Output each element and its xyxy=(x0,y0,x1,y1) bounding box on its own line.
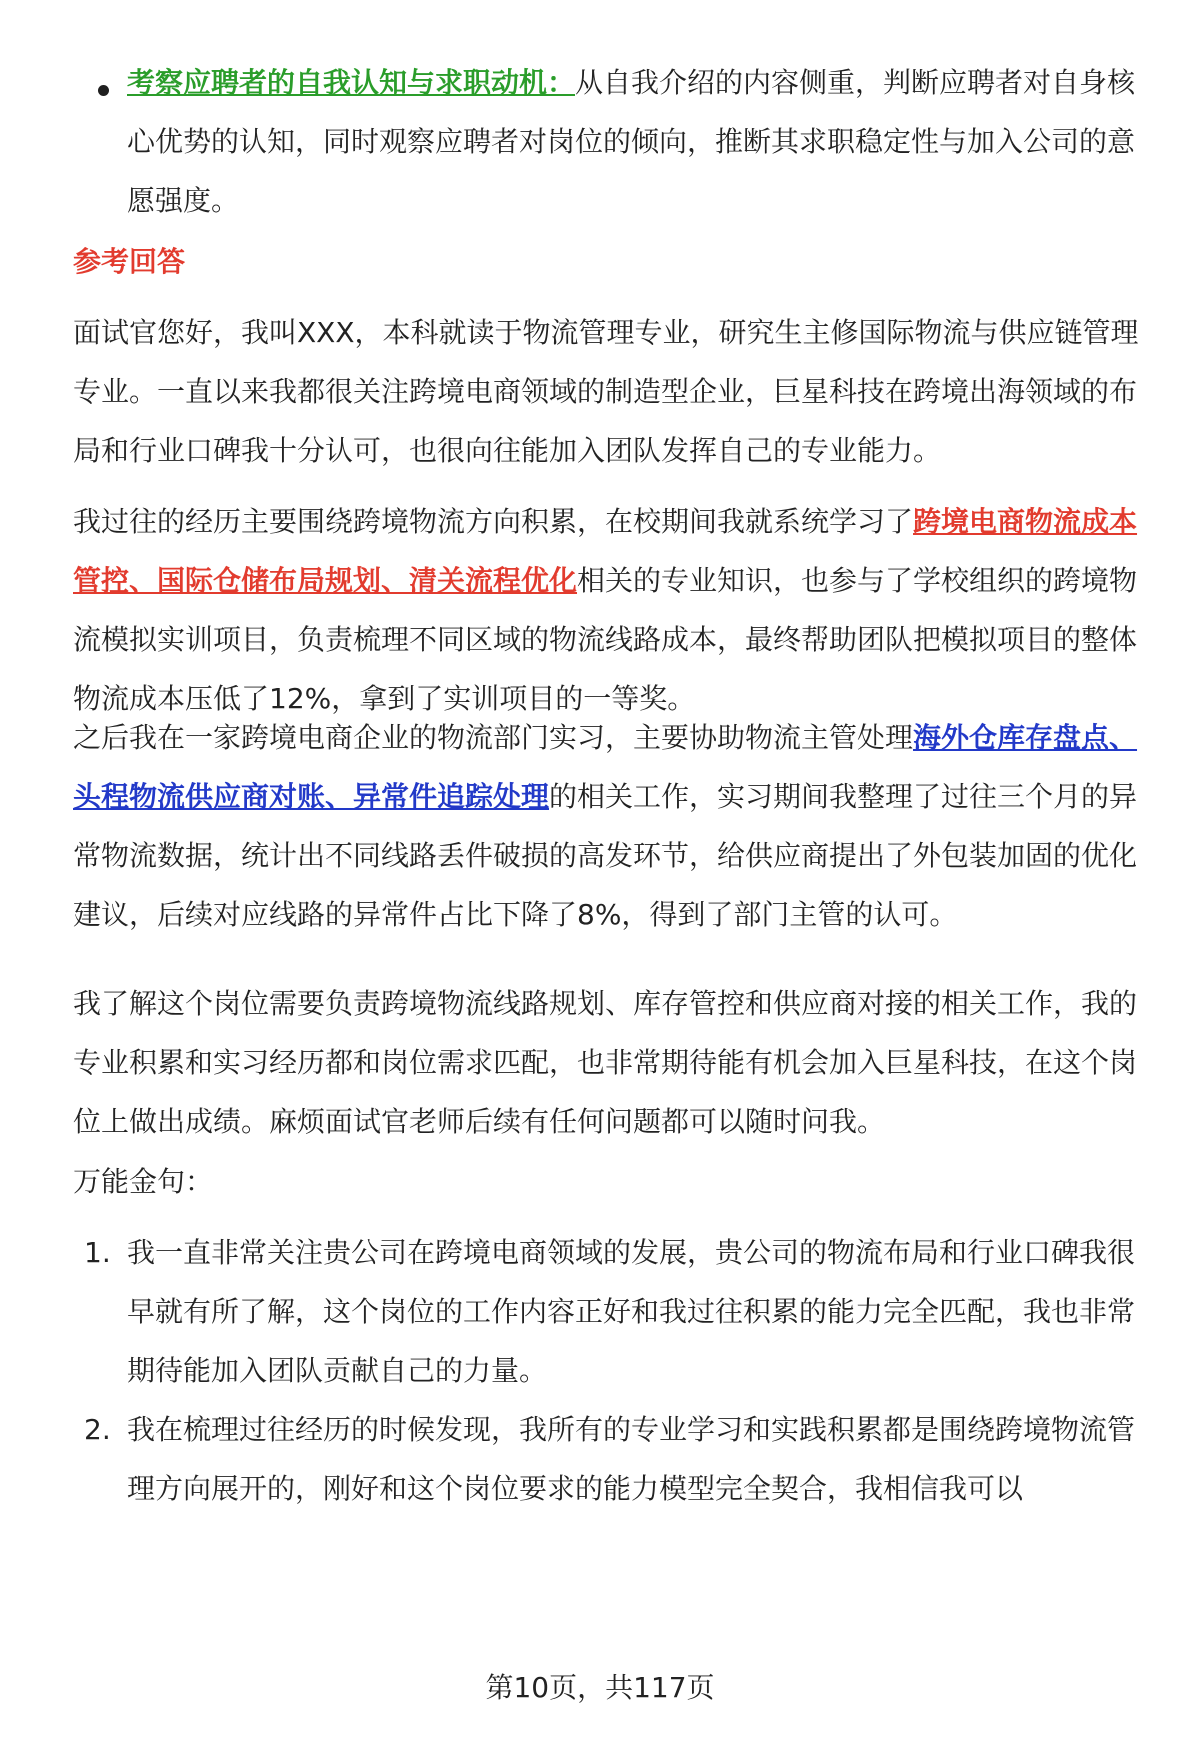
golden-item-number: 2. xyxy=(84,1413,111,1446)
bullet-item xyxy=(127,53,1147,230)
paragraph-school-before: 我过往的经历主要围绕跨境物流方向积累，在校期间我就系统学习了 xyxy=(73,505,914,538)
bullet-text: 从自我介绍的内容侧重，判断应聘者对自身核心优势的认知，同时观察应聘者对岗位的倾向，推断其求职稳定性与加入公司的意愿强度。 xyxy=(127,66,1136,217)
paragraph-school-highlight: 跨境电商物流成本管控、国际仓储布局规划、清关流程优化 xyxy=(73,505,1138,597)
paragraph-school-after: 相关的专业知识，也参与了学校组织的跨境物流模拟实训项目，负责梳理不同区域的物流线路成本，最终帮助团队把模拟项目的整体物流成本压低了12%，拿到了实训项目的一等奖。 xyxy=(73,564,1138,715)
paragraph-internship xyxy=(73,708,1153,944)
paragraph-internship-highlight: 海外仓库存盘点、头程物流供应商对账、异常件追踪处理 xyxy=(73,721,1138,813)
bullet-label: 考察应聘者的自我认知与求职动机： xyxy=(127,66,576,99)
bullet-dot xyxy=(98,85,109,96)
section-heading: 参考回答 xyxy=(73,245,186,278)
golden-item: 我一直非常关注贵公司在跨境电商领域的发展，贵公司的物流布局和行业口碑我很早就有所了解，这个岗位的工作内容正好和我过往积累的能力完全匹配，我也非常期待能加入团队贡献自己的力量。 xyxy=(127,1236,1136,1387)
paragraph-intro: 面试官您好，我叫XXX，本科就读于物流管理专业，研究生主修国际物流与供应链管理专业。一直以来我都很关注跨境电商领域的制造型企业，巨星科技在跨境出海领域的布局和行业口碑我十分认可，也很向往能加入团队发挥自己的专业能力。 xyxy=(73,316,1139,467)
paragraph-closing: 我了解这个岗位需要负责跨境物流线路规划、库存管控和供应商对接的相关工作，我的专业积累和实习经历都和岗位需求匹配，也非常期待能有机会加入巨星科技，在这个岗位上做出成绩。麻烦面试官老师后续有任何问题都可以随时问我。 xyxy=(73,987,1138,1138)
golden-item: 我在梳理过往经历的时候发现，我所有的专业学习和实践积累都是围绕跨境物流管理方向展开的，刚好和这个岗位要求的能力模型完全契合，我相信我可以 xyxy=(127,1413,1136,1505)
golden-heading: 万能金句： xyxy=(73,1165,214,1198)
paragraph-internship-after: 的相关工作，实习期间我整理了过往三个月的异常物流数据，统计出不同线路丢件破损的高发环节，给供应商提出了外包装加固的优化建议，后续对应线路的异常件占比下降了8%，得到了部门主管的认可。 xyxy=(73,780,1138,931)
page-footer: 第10页，共117页 xyxy=(485,1671,715,1704)
golden-item-number: 1. xyxy=(84,1236,111,1269)
paragraph-internship-before: 之后我在一家跨境电商企业的物流部门实习，主要协助物流主管处理 xyxy=(73,721,914,754)
paragraph-school xyxy=(73,492,1153,728)
